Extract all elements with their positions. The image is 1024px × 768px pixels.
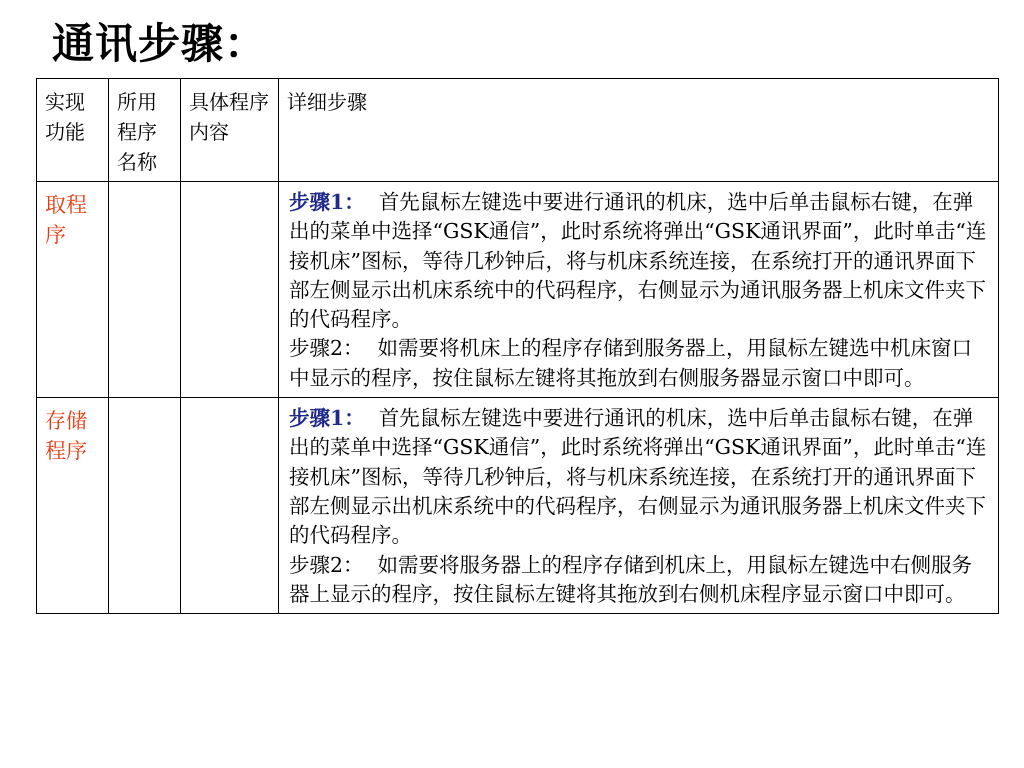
step1-text: 首先鼠标左键选中要进行通讯的机床，选中后单击鼠标右键，在弹出的菜单中选择“GSK通信”，此时系统将弹出“GSK通讯界面”，此时单击“连接机床”图标，等待几秒钟后，将与机床系统连接，在系统打开的通讯界面下部左侧显示出机床系统中的代码程序，右侧显示为通讯服务器上机床文件夹下的代码程序。 bbox=[289, 190, 987, 332]
row-detail bbox=[279, 398, 999, 614]
table-row bbox=[37, 182, 999, 398]
row-program-content bbox=[181, 398, 279, 614]
header-function: 实现功能 bbox=[37, 79, 109, 182]
step1-label: 步骤1： bbox=[289, 406, 365, 431]
row-program-content bbox=[181, 182, 279, 398]
page-title: 通讯步骤： bbox=[52, 19, 268, 68]
step1-text: 首先鼠标左键选中要进行通讯的机床，选中后单击鼠标右键，在弹出的菜单中选择“GSK通信”，此时系统将弹出“GSK通讯界面”，此时单击“连接机床”图标，等待几秒钟后，将与机床系统连接，在系统打开的通讯界面下部左侧显示出机床系统中的代码程序，右侧显示为通讯服务器上机床文件夹下的代码程序。 bbox=[289, 406, 987, 548]
step2-text: 如需要将机床上的程序存储到服务器上，用鼠标左键选中机床窗口中显示的程序，按住鼠标左键将其拖放到右侧服务器显示窗口中即可。 bbox=[289, 336, 973, 390]
step2-label: 步骤2： bbox=[289, 336, 364, 361]
row-program-name bbox=[109, 398, 181, 614]
row-detail bbox=[279, 182, 999, 398]
step1-label: 步骤1： bbox=[289, 190, 365, 214]
row-function: 取程序 bbox=[37, 182, 109, 398]
header-detailed-steps: 详细步骤 bbox=[279, 79, 999, 182]
table-row bbox=[37, 398, 999, 614]
step2-text: 如需要将服务器上的程序存储到机床上，用鼠标左键选中右侧服务器上显示的程序，按住鼠标左键将其拖放到右侧机床程序显示窗口中即可。 bbox=[289, 552, 973, 606]
row-function: 存储程序 bbox=[37, 398, 109, 614]
header-program-name: 所用程序名称 bbox=[109, 79, 181, 182]
step2-label: 步骤2： bbox=[289, 552, 364, 577]
steps-table bbox=[36, 78, 999, 614]
header-program-content: 具体程序内容 bbox=[181, 79, 279, 182]
table-header-row bbox=[37, 79, 999, 182]
row-program-name bbox=[109, 182, 181, 398]
